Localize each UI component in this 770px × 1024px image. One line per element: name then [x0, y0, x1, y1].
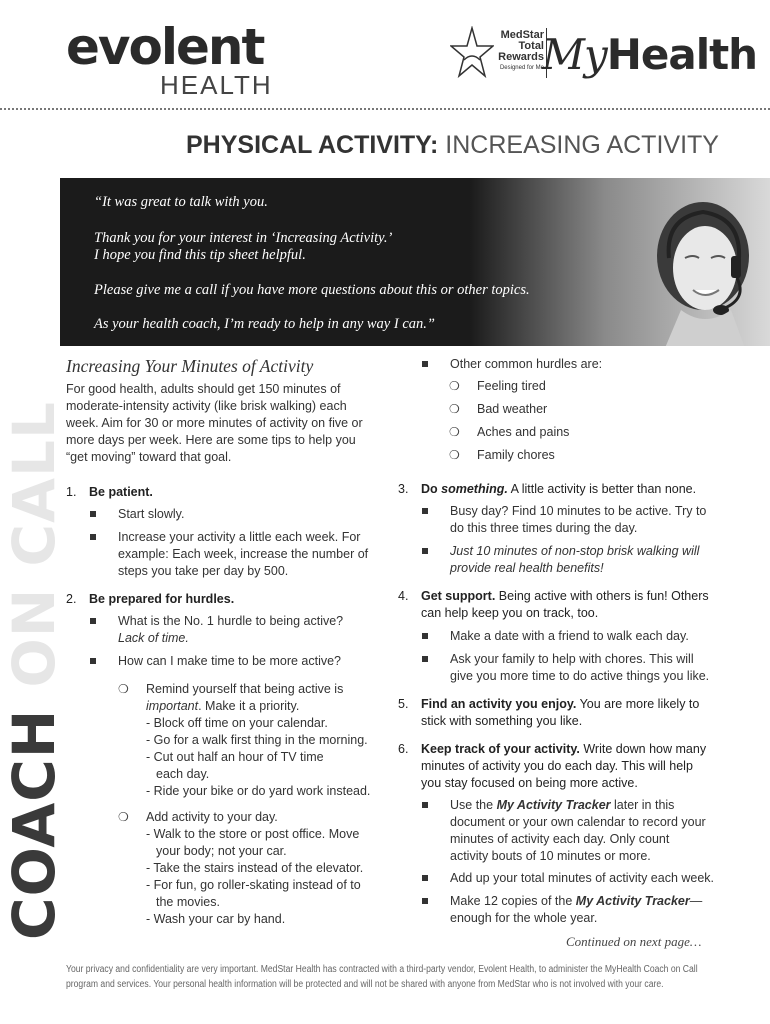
- evolent-health-wordmark: HEALTH: [160, 70, 273, 100]
- title-light: INCREASING ACTIVITY: [445, 131, 719, 159]
- tip-5-heading-bold: Find an activity you enjoy.: [421, 697, 577, 711]
- bullet-text: Other common hurdles are:: [450, 357, 603, 371]
- sub-bullet-text: Add activity to your day.: [146, 810, 278, 824]
- bullet-text: steps you take per day by 500.: [118, 564, 289, 578]
- privacy-footer: [66, 962, 706, 992]
- bullet-square-icon: [422, 508, 428, 514]
- tip-2-bullet: [90, 613, 408, 647]
- hurdle-item: [449, 378, 546, 395]
- bullet-text: Ask your family to help with chores. This will: [450, 652, 694, 666]
- bullet-square-icon: [90, 534, 96, 540]
- bullet-square-icon: [90, 511, 96, 517]
- page-title: [186, 130, 719, 160]
- sub-bullet-text: - Take the stairs instead of the elevator.: [146, 861, 364, 875]
- continued-note: Continued on next page…: [566, 934, 702, 949]
- bullet-text: give you more time to do active things you like.: [450, 669, 710, 683]
- sub-bullet-text: - Block off time on your calendar.: [146, 716, 328, 730]
- side-text-on-call: ON CALL: [0, 401, 68, 688]
- sub-bullet-remind: [118, 681, 416, 800]
- total-rewards-text: [480, 30, 544, 74]
- tip-6-heading: [421, 741, 721, 792]
- tip-4-number: 4.: [398, 589, 409, 603]
- tip-4-heading: [421, 588, 721, 622]
- hurdle-text: Bad weather: [477, 402, 548, 416]
- side-text-coach: COACH: [0, 687, 68, 940]
- banner-line-3: I hope you find this tip sheet helpful.: [94, 247, 306, 263]
- sub-bullet-text: each day.: [156, 767, 210, 781]
- footer-line-2: program and services. Your personal health information will be protected and will not be shared with anyone from MedStar who is not involved with your care.: [66, 979, 664, 990]
- circle-bullet-icon: ❍: [118, 810, 129, 824]
- bullet-text-part: —: [689, 894, 703, 908]
- tip-3-heading-rest: A little activity is better than none.: [507, 482, 697, 496]
- circle-bullet-icon: ❍: [449, 402, 460, 416]
- bullet-text-part: Make 12 copies of the: [450, 894, 576, 908]
- circle-bullet-icon: ❍: [449, 379, 460, 393]
- tip-6-number: 6.: [398, 742, 409, 756]
- bullet-text-italic: Just 10 minutes of non-stop brisk walking will: [450, 544, 700, 558]
- myhealth-health: Health: [606, 30, 758, 79]
- evolent-wordmark: evolent: [66, 18, 264, 76]
- sub-bullet-text: your body; not your car.: [156, 844, 287, 858]
- sub-bullet-text: - For fun, go roller-skating instead of to: [146, 878, 361, 892]
- banner-line-2: Thank you for your interest in ‘Increasing Activity.’: [94, 230, 393, 246]
- bullet-text: do this three times during the day.: [450, 521, 638, 535]
- bullet-text: Add up your total minutes of activity each week.: [450, 871, 715, 885]
- tip-2-bullet: [90, 653, 408, 670]
- bullet-square-icon: [422, 875, 428, 881]
- hurdle-item: [449, 424, 569, 441]
- bullet-square-icon: [422, 802, 428, 808]
- circle-bullet-icon: ❍: [449, 448, 460, 462]
- sub-bullet-text: - Cut out half an hour of TV time: [146, 750, 324, 764]
- evolent-logo: [66, 18, 273, 100]
- intro-line: more days per week. Here are some tips to help you: [66, 433, 356, 447]
- tip-4-heading-bold: Get support.: [421, 589, 496, 603]
- bullet-text: How can I make time to be more active?: [118, 654, 342, 668]
- tip-5-number: 5.: [398, 697, 409, 711]
- sub-bullet-text: the movies.: [156, 895, 220, 909]
- banner-line-5: As your health coach, I’m ready to help in any way I can.”: [94, 316, 435, 332]
- coach-banner: [60, 178, 770, 346]
- tip-6-heading-line3: you stay focused on being more active.: [421, 776, 638, 790]
- bullet-square-icon: [422, 898, 428, 904]
- tip-6-heading-bold: Keep track of your activity.: [421, 742, 580, 756]
- intro-paragraph: [66, 381, 386, 466]
- tip-2-number: 2.: [66, 592, 77, 606]
- tip-6-bullet: [422, 870, 750, 887]
- coach-photo: [645, 198, 755, 346]
- bullet-text: Increase your activity a little each week. For: [118, 530, 361, 544]
- sub-bullet-text-part: . Make it a priority.: [198, 699, 300, 713]
- myhealth-wordmark: [542, 32, 757, 78]
- tip-3-heading-b: something.: [441, 482, 508, 496]
- bullet-square-icon: [422, 656, 428, 662]
- bullet-square-icon: [90, 618, 96, 624]
- bullet-text-part: later in this: [610, 798, 675, 812]
- sub-bullet-add-activity: [118, 809, 416, 928]
- tip-4-bullet: [422, 628, 750, 645]
- rewards-line-medstar: MedStar: [500, 29, 544, 41]
- tip-5-heading-line2: stick with something you like.: [421, 714, 583, 728]
- bullet-text: Start slowly.: [118, 507, 185, 521]
- tip-1-bullet: [90, 529, 408, 580]
- tip-3-number: 3.: [398, 482, 409, 496]
- circle-bullet-icon: ❍: [118, 682, 129, 696]
- tip-1-number: 1.: [66, 485, 77, 499]
- header-divider: [0, 108, 770, 110]
- coach-on-call-side-text: [0, 401, 68, 940]
- activity-tracker-ref: My Activity Tracker: [575, 894, 690, 908]
- title-bold: PHYSICAL ACTIVITY:: [186, 131, 439, 159]
- tip-5-heading: [421, 696, 721, 730]
- rewards-line-rewards: Rewards: [498, 51, 544, 63]
- bullet-text: document or your own calendar to record your: [450, 815, 706, 829]
- sub-bullet-text: - Go for a walk first thing in the morning.: [146, 733, 368, 747]
- intro-line: week. Aim for 30 or more minutes of activity on five or: [66, 416, 363, 430]
- bullet-square-icon: [90, 658, 96, 664]
- bullet-text: enough for the whole year.: [450, 911, 598, 925]
- tip-4-heading-line2: can help keep you on track, too.: [421, 606, 599, 620]
- intro-line: moderate-intensity activity (like brisk walking) each: [66, 399, 347, 413]
- banner-line-4: Please give me a call if you have more questions about this or other topics.: [94, 282, 530, 298]
- rewards-line-total: Total: [518, 40, 544, 52]
- tip-4-heading-rest: Being active with others is fun! Others: [495, 589, 709, 603]
- tip-3-bullet: [422, 543, 750, 577]
- bullet-text: What is the No. 1 hurdle to being active?: [118, 614, 344, 628]
- bullet-text: Make a date with a friend to walk each day.: [450, 629, 689, 643]
- myhealth-my: My: [542, 30, 607, 79]
- section-title: Increasing Your Minutes of Activity: [66, 356, 314, 376]
- tip-1-bullet: [90, 506, 408, 523]
- footer-line-1: Your privacy and confidentiality are very important. MedStar Health has contracted with a third-party vendor, Evolent Health, to administer the MyHealth Coach on Call: [66, 964, 698, 975]
- hurdle-item: [449, 401, 547, 418]
- bullet-text-italic: Lack of time.: [118, 631, 189, 645]
- sub-bullet-emphasis: important: [146, 699, 199, 713]
- sub-bullet-text: - Walk to the store or post office. Move: [146, 827, 360, 841]
- tip-2-heading: [89, 591, 234, 608]
- tip-3-heading: [421, 481, 721, 498]
- bullet-text: activity bouts of 10 minutes or more.: [450, 849, 651, 863]
- sub-bullet-text: - Wash your car by hand.: [146, 912, 286, 926]
- sub-bullet-text: - Ride your bike or do yard work instead.: [146, 784, 371, 798]
- tip-1-heading-text: Be patient.: [89, 485, 153, 499]
- tip-3-heading-a: Do: [421, 482, 442, 496]
- hurdles-bullet: [422, 356, 750, 373]
- sub-bullet-text-part: Remind yourself that being active is: [146, 682, 344, 696]
- intro-line: For good health, adults should get 150 minutes of: [66, 382, 341, 396]
- bullet-text: [450, 893, 750, 910]
- tip-6-heading-line2: minutes of activity you do each day. This will help: [421, 759, 693, 773]
- tip-6-heading-rest: Write down how many: [579, 742, 707, 756]
- bullet-square-icon: [422, 548, 428, 554]
- tip-5-heading-rest: You are more likely to: [576, 697, 700, 711]
- circle-bullet-icon: ❍: [449, 425, 460, 439]
- tip-4-bullet: [422, 651, 750, 685]
- bullet-text-italic: provide real health benefits!: [450, 561, 604, 575]
- sub-bullet-text: [146, 698, 416, 715]
- hurdle-text: Aches and pains: [477, 425, 570, 439]
- bullet-text: Busy day? Find 10 minutes to be active. Try to: [450, 504, 707, 518]
- bullet-text: minutes of activity each day. Only count: [450, 832, 670, 846]
- bullet-text-part: Use the: [450, 798, 497, 812]
- tip-6-bullet: [422, 893, 750, 927]
- bullet-text: example: Each week, increase the number of: [118, 547, 369, 561]
- bullet-square-icon: [422, 633, 428, 639]
- hurdle-text: Family chores: [477, 448, 555, 462]
- banner-line-1: “It was great to talk with you.: [94, 194, 268, 210]
- hurdle-text: Feeling tired: [477, 379, 546, 393]
- medstar-myhealth-logo: [450, 24, 758, 94]
- activity-tracker-ref: My Activity Tracker: [496, 798, 611, 812]
- tip-3-bullet: [422, 503, 750, 537]
- tip-2-heading-text: Be prepared for hurdles.: [89, 592, 235, 606]
- bullet-text: [450, 797, 750, 814]
- bullet-square-icon: [422, 361, 428, 367]
- tip-1-heading: [89, 484, 153, 501]
- rewards-tagline: Designed for Me: [499, 65, 544, 71]
- intro-line: “get moving” toward that goal.: [66, 450, 232, 464]
- sub-bullet-text: [146, 681, 416, 698]
- tip-6-bullet: [422, 797, 750, 865]
- hurdle-item: [449, 447, 555, 464]
